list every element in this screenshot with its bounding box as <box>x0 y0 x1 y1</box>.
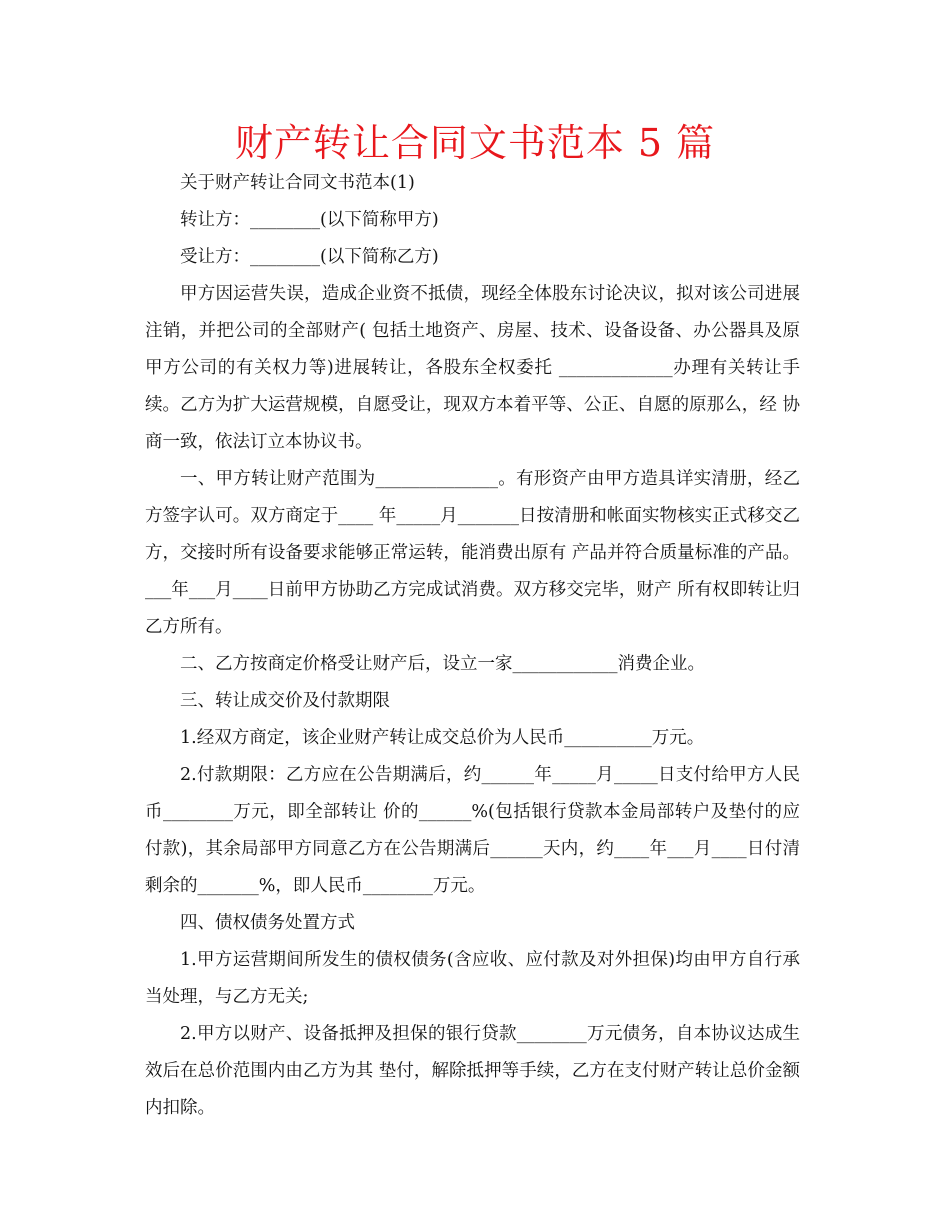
paragraph-clause-3-2: 2.付款期限：乙方应在公告期满后，约______年_____月_____日支付给甲方人民币________万元，即全部转让 价的______%(包括银行贷款本金局部转户及垫付的应付款)，其余局部甲方同意乙方在公告期满后______天内，约____年___月____日付清剩余的_______%，即人民币________万元。 <box>145 765 800 896</box>
paragraph-heading: 关于财产转让合同文书范本(1) <box>180 173 415 193</box>
paragraph-transferor: 转让方：________(以下简称甲方) <box>180 210 439 230</box>
document-body <box>145 165 800 1127</box>
paragraph-transferee: 受让方：________(以下简称乙方) <box>180 247 439 267</box>
paragraph-clause-4-2: 2.甲方以财产、设备抵押及担保的银行贷款________万元债务，自本协议达成生效后在总价范围内由乙方为其 垫付，解除抵押等手续，乙方在支付财产转让总价金额内扣除。 <box>145 1024 800 1118</box>
paragraph-clause-4-1: 1.甲方运营期间所发生的债权债务(含应收、应付款及对外担保)均由甲方自行承当处理，与乙方无关; <box>145 950 800 1007</box>
paragraph-preamble: 甲方因运营失误，造成企业资不抵债，现经全体股东讨论决议，拟对该公司进展注销，并把公司的全部财产( 包括土地资产、房屋、技术、设备设备、办公器具及原甲方公司的有关权力等)进展转让，各股东全权委托 _____________办理有关转让手续。乙方为扩大运营规模，自愿受让，现双方本着平等、公正、自愿的原那么，经 协商一致，依法订立本协议书。 <box>145 284 800 452</box>
paragraph-clause-3-heading: 三、转让成交价及付款期限 <box>180 691 390 711</box>
paragraph-clause-1: 一、甲方转让财产范围为______________。有形资产由甲方造具详实清册，经乙方签字认可。双方商定于____ 年_____月_______日按清册和帐面实物核实正式移交乙方，交接时所有设备要求能够正常运转，能消费出原有 产品并符合质量标准的产品。___年___月____日前甲方协助乙方完成试消费。双方移交完毕，财产 所有权即转让归乙方所有。 <box>145 469 800 637</box>
paragraph-clause-3-1: 1.经双方商定，该企业财产转让成交总价为人民币__________万元。 <box>180 728 705 748</box>
paragraph-clause-4-heading: 四、债权债务处置方式 <box>180 913 355 933</box>
document-title: 财产转让合同文书范本 5 篇 <box>234 121 716 165</box>
paragraph-clause-2: 二、乙方按商定价格受让财产后，设立一家____________消费企业。 <box>180 654 705 674</box>
